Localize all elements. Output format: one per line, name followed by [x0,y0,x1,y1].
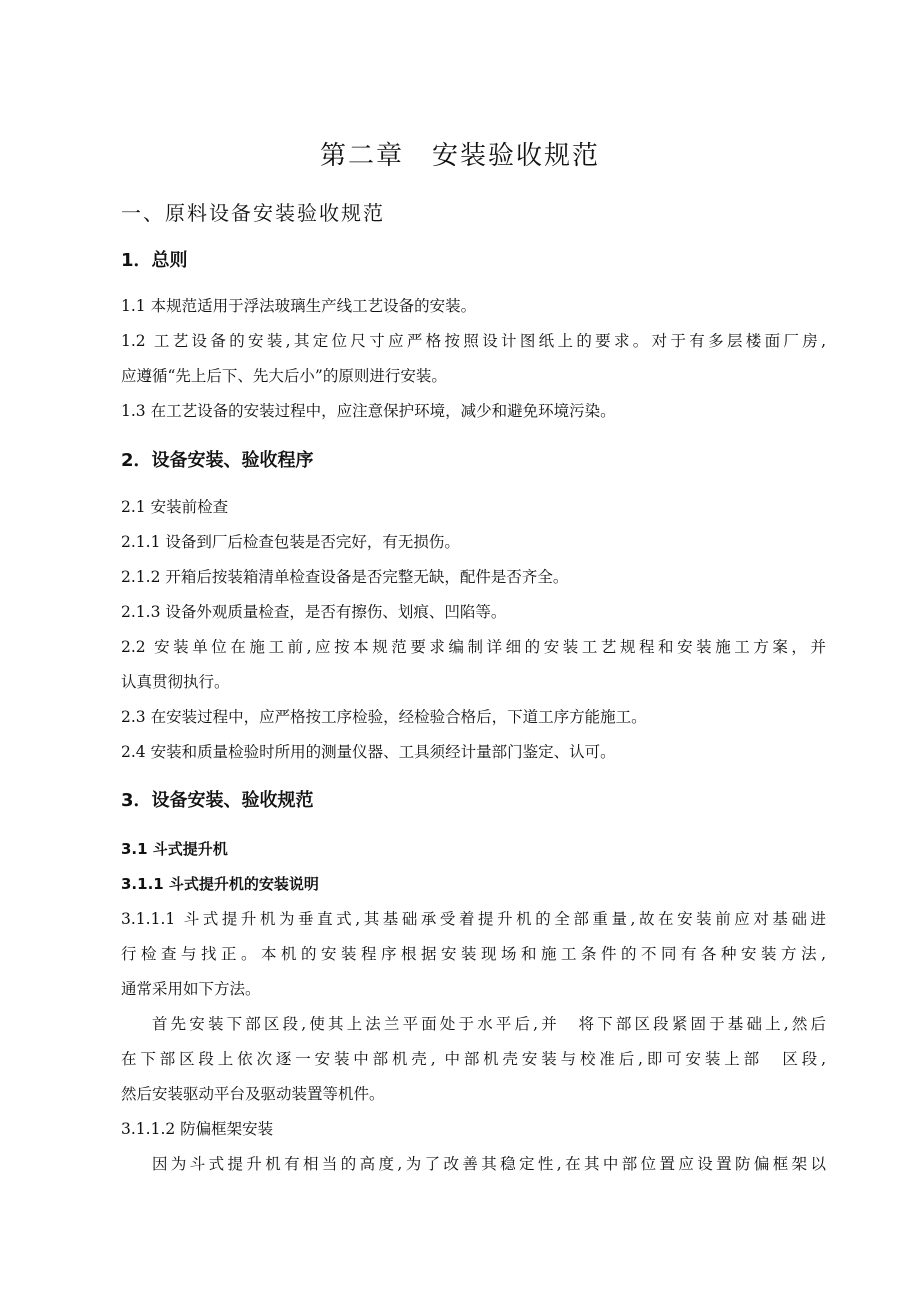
procedure-heading: 2．设备安装、验收程序 [121,450,314,471]
paragraph-frame-intro: 因为斗式提升机有相当的高度,为了改善其稳定性,在其中部位置应设置防偏框架以 [152,1155,826,1173]
section-one-heading: 一、原料设备安装验收规范 [121,201,385,225]
paragraph-2-1-3: 2.1.3 设备外观质量检查，是否有擦伤、划痕、凹陷等。 [121,603,507,621]
chapter-title [0,136,920,176]
spec-sub-sub-heading: 3.1.1 斗式提升机的安装说明 [121,875,319,893]
general-heading: 1．总则 [121,250,188,271]
paragraph-2-3: 2.3 在安装过程中，应严格按工序检验，经检验合格后，下道工序方能施工。 [121,708,647,726]
spec-heading: 3．设备安装、验收规范 [121,790,314,811]
paragraph-2-2-cont: 认真贯彻执行。 [121,673,230,691]
paragraph-1-1: 1.1 本规范适用于浮法玻璃生产线工艺设备的安装。 [121,297,477,315]
paragraph-1-2: 1.2 工艺设备的安装,其定位尺寸应严格按照设计图纸上的要求。对于有多层楼面厂房, [121,332,826,350]
chapter-name: 安装验收规范 [432,141,601,171]
paragraph-2-4: 2.4 安装和质量检验时所用的测量仪器、工具须经计量部门鉴定、认可。 [121,743,616,761]
paragraph-3-1-1-2: 3.1.1.2 防偏框架安装 [121,1120,274,1138]
paragraph-3-1-1-1-end: 通常采用如下方法。 [121,980,261,998]
paragraph-install-steps-end: 然后安装驱动平台及驱动装置等机件。 [121,1085,385,1103]
paragraph-2-2: 2.2 安装单位在施工前,应按本规范要求编制详细的安装工艺规程和安装施工方案，并 [121,638,826,656]
paragraph-2-1: 2.1 安装前检查 [121,498,229,516]
paragraph-3-1-1-1: 3.1.1.1 斗式提升机为垂直式,其基础承受着提升机的全部重量,故在安装前应对基础进 [121,910,826,928]
paragraph-install-steps: 首先安装下部区段,使其上法兰平面处于水平后,并 将下部区段紧固于基础上,然后 [152,1015,826,1033]
paragraph-3-1-1-1-cont: 行检查与找正。本机的安装程序根据安装现场和施工条件的不同有各种安装方法, [121,945,826,963]
spec-sub-heading: 3.1 斗式提升机 [121,840,228,858]
paragraph-1-3: 1.3 在工艺设备的安装过程中，应注意保护环境，减少和避免环境污染。 [121,402,616,420]
paragraph-install-steps-cont: 在下部区段上依次逐一安装中部机壳, 中部机壳安装与校准后,即可安装上部 区段, [121,1050,826,1068]
chapter-label: 第二章 [319,141,404,171]
paragraph-2-1-1: 2.1.1 设备到厂后检查包装是否完好，有无损伤。 [121,533,460,551]
paragraph-2-1-2: 2.1.2 开箱后按装箱清单检查设备是否完整无缺，配件是否齐全。 [121,568,569,586]
paragraph-1-2-cont: 应遵循“先上后下、先大后小”的原则进行安装。 [121,367,447,385]
